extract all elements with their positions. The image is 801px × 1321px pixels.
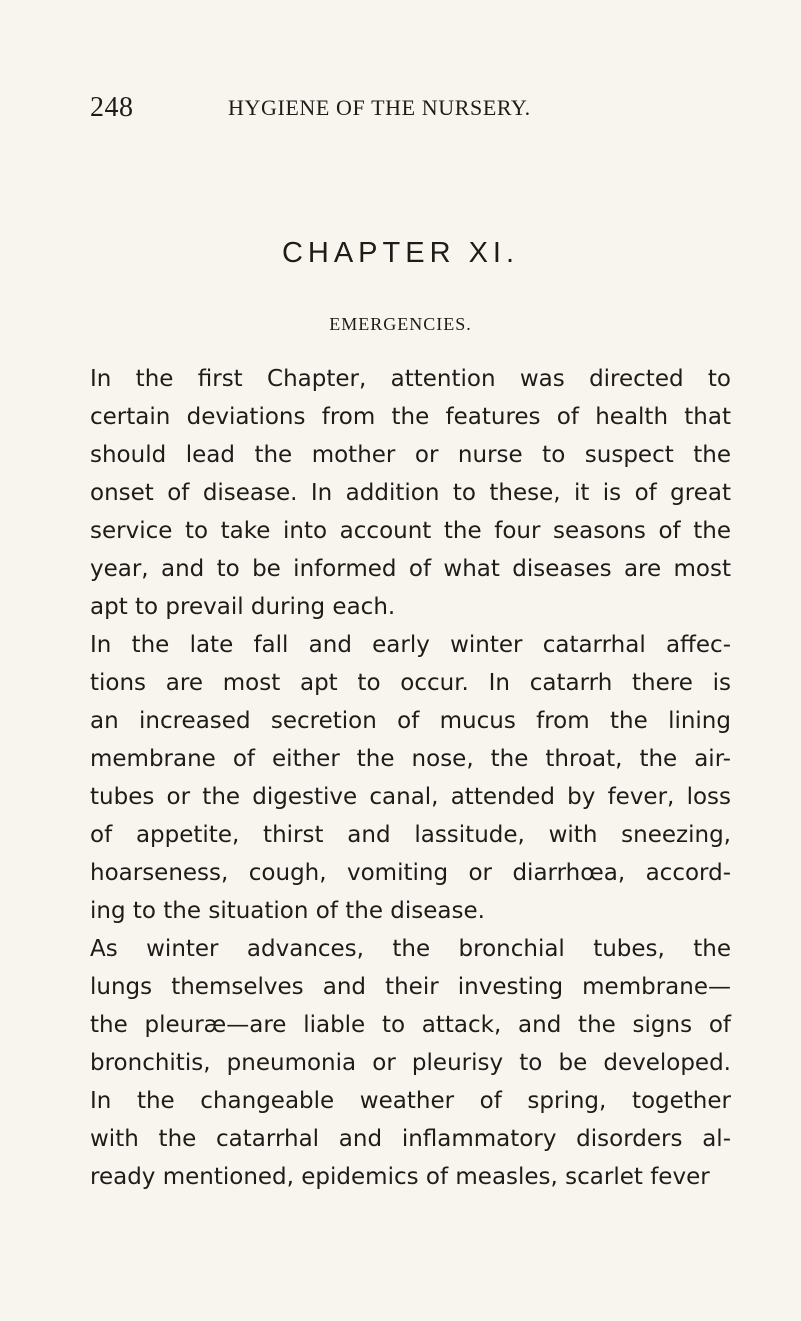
text-line: should lead the mother or nurse to suspect the (90, 442, 731, 468)
running-head (90, 92, 730, 126)
text-line: In the late fall and early winter catarrhal affec- (90, 632, 731, 658)
text-line: service to take into account the four seasons of the (90, 518, 731, 544)
text-line: certain deviations from the features of health that (90, 404, 731, 430)
text-line: with the catarrhal and inflammatory disorders al- (90, 1126, 731, 1152)
text-line: onset of disease. In addition to these, it is of great (90, 480, 731, 506)
chapter-title: CHAPTER XI. (281, 237, 520, 269)
body-text (90, 360, 731, 1196)
text-line: bronchitis, pneumonia or pleurisy to be developed. (90, 1050, 731, 1076)
text-line: membrane of either the nose, the throat, the air- (90, 746, 731, 772)
text-line: lungs themselves and their investing membrane— (90, 974, 731, 1000)
text-line: apt to prevail during each. (90, 594, 396, 620)
text-line: In the first Chapter, attention was directed to (90, 366, 731, 392)
chapter-subtitle: EMERGENCIES. (329, 314, 472, 334)
running-title: HYGIENE OF THE NURSERY. (228, 95, 531, 120)
text-line: of appetite, thirst and lassitude, with sneezing, (90, 822, 731, 848)
text-line: the pleuræ—are liable to attack, and the signs of (90, 1012, 731, 1038)
text-line: an increased secretion of mucus from the lining (90, 708, 731, 734)
text-line: ing to the situation of the disease. (90, 898, 485, 924)
text-line: tubes or the digestive canal, attended by fever, loss (90, 784, 731, 810)
text-line: year, and to be informed of what diseases are most (90, 556, 731, 582)
text-line: hoarseness, cough, vomiting or diarrhœa, accord- (90, 860, 731, 886)
text-line: ready mentioned, epidemics of measles, scarlet fever (90, 1164, 710, 1190)
text-line: As winter advances, the bronchial tubes, the (90, 936, 731, 962)
page-number: 248 (90, 92, 134, 123)
text-line: In the changeable weather of spring, together (90, 1088, 731, 1114)
text-line: tions are most apt to occur. In catarrh there is (90, 670, 731, 696)
